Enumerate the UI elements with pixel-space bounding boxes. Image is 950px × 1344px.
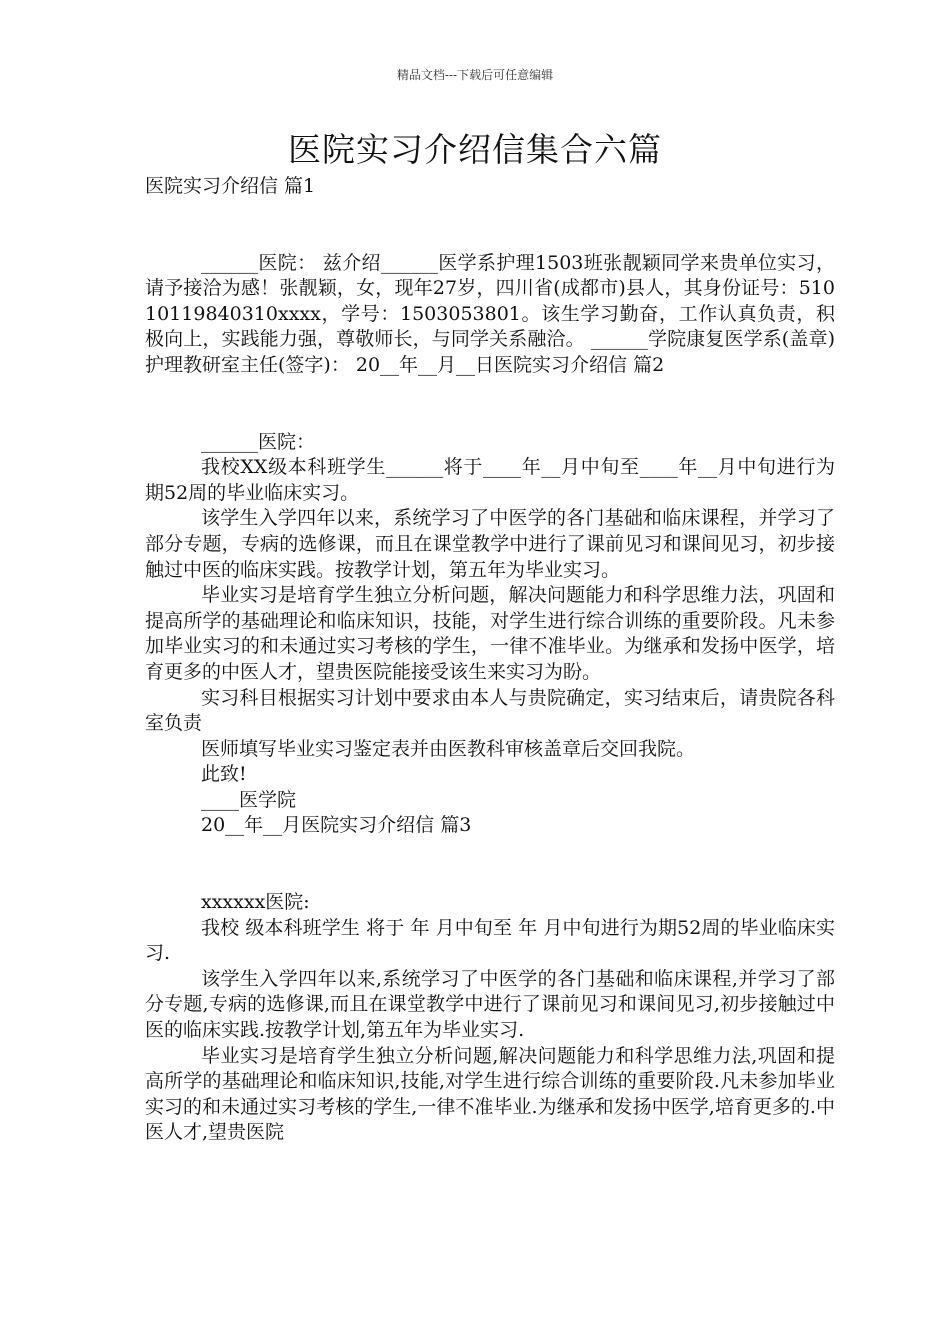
letter-2-salutation: ______医院： [201,430,316,453]
letter-2-paragraph: 我校XX级本科班学生______将于____年__月中旬至____年__月中旬进行为期52周的毕业临床实习。 [145,456,835,504]
spacer [145,839,835,890]
letter-3-paragraph: 该学生入学四年以来,系统学习了中医学的各门基础和临床课程,并学习了部分专题,专病的选修课,而且在课堂教学中进行了课前见习和课间见习,初步接触过中医的临床实践.按教学计划,第五年为毕业实习. [145,967,835,1042]
letter-3-paragraph: 毕业实习是培育学生独立分析问题,解决问题能力和科学思维力法,巩固和提高所学的基础理论和临床知识,技能,对学生进行综合训练的重要阶段.凡未参加毕业实习的和未通过实习考核的学生,一律不准毕业.为继承和发扬中医学,培育更多的.中医人才,望贵医院 [145,1044,835,1144]
document-title: 医院实习介绍信集合六篇 [288,130,662,169]
letter-2-paragraph: 该学生入学四年以来，系统学习了中医学的各门基础和临床课程，并学习了部分专题，专病的选修课，而且在课堂教学中进行了课前见习和课间见习，初步接触过中医的临床实践。按教学计划，第五年为毕业实习。 [145,507,835,581]
document-body [145,174,835,1146]
section-heading-1: 医院实习介绍信 篇1 [145,175,316,197]
letter-2-paragraph: 实习科目根据实习计划中要求由本人与贵院确定，实习结束后，请贵院各科室负责 [145,686,835,735]
letter-1-body: ______医院： 兹介绍______医学系护理1503班张靓颖同学来贵单位实习，请予接洽为感！张靓颖，女，现年27岁，四川省(成都市)县人，其身份证号：51010119840310xxxx，学号：1503053801。该生学习勤奋，工作认真负责，积极向上，实践能力强，尊敬师长，与同学关系融洽。 ______学院康复医学系(盖章) 护理教研室主任(签字)： 20__年__月__日医院实习介绍信 篇2 [145,251,835,376]
spacer [145,200,835,251]
letter-3-paragraph: 我校 级本科班学生 将于 年 月中旬至 年 月中旬进行为期52周的毕业临床实习. [145,916,835,965]
letter-2-date: 20__年__月医院实习介绍信 篇3 [201,814,472,837]
letter-3-salutation: xxxxxx医院: [201,891,310,914]
page-header-note: 精品文档---下载后可任意编辑 [396,68,554,82]
letter-2-signature: ____医学院 [201,788,297,811]
letter-2-paragraph: 毕业实习是培育学生独立分析问题，解决问题能力和科学思维力法，巩固和提高所学的基础理论和临床知识，技能，对学生进行综合训练的重要阶段。凡未参加毕业实习的和未通过实习考核的学生，一律不准毕业。为继承和发扬中医学，培育更多的中医人才，望贵医院能接受该生来实习为盼。 [145,584,835,683]
letter-2-paragraph: 医师填写毕业实习鉴定表并由医教科审核盖章后交回我院。 [201,737,696,760]
letter-2-closing: 此致! [201,763,247,786]
spacer [145,379,835,430]
